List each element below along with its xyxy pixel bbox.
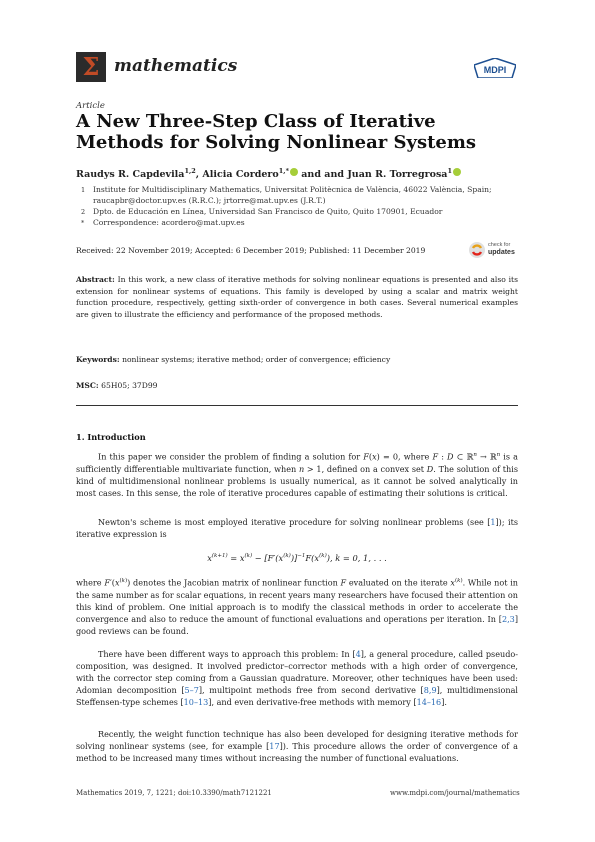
- section-divider: [76, 405, 518, 406]
- orcid-icon[interactable]: [290, 168, 298, 176]
- check-for-updates-badge[interactable]: [468, 239, 518, 261]
- msc-label: MSC:: [76, 381, 99, 390]
- affiliation-line: Dpto. de Educación en Línea, Universidad San Francisco de Quito, Quito 170901, Ecuador: [93, 207, 443, 216]
- orcid-icon[interactable]: [453, 168, 461, 176]
- journal-logo: Σ: [76, 52, 106, 82]
- affiliation-mark: 2: [81, 208, 86, 216]
- keywords-text: nonlinear systems; iterative method; order of convergence; efficiency: [122, 355, 391, 364]
- footer-citation: Mathematics 2019, 7, 1221; doi:10.3390/math7121221: [76, 789, 272, 797]
- journal-name: mathematics: [114, 56, 238, 76]
- author-affil-sup: 1,*: [278, 167, 289, 175]
- mdpi-logo-icon: [474, 58, 516, 78]
- affiliation-emails: raucapbr@doctor.upv.es (R.R.C.); jrtorre@mat.upv.es (J.R.T.): [93, 196, 326, 205]
- citation-link[interactable]: 14–16: [416, 697, 442, 708]
- citation-link[interactable]: 17: [269, 741, 280, 752]
- correspondence-mark: *: [81, 219, 85, 227]
- abstract-text: In this work, a new class of iterative methods for solving nonlinear equations is presented and also its extension for nonlinear systems of equations. This family is developed by using a scalar and matrix weight function procedure, respectively, getting sixth-order of convergence in both cases. Several numerical examples are given to illustrate the efficiency and performance of the proposed methods.: [76, 275, 518, 319]
- author-affil-sup: 1,2: [184, 167, 196, 175]
- body-paragraph: There have been different ways to approach this problem: In [4], a general procedure, called pseudo-composition, was designed. It involved predictor–corrector methods with a high order of convergence, with the corrector step coming from a Gaussian quadrature. Moreover, other techniques have been used: Adomian decomposition [5–7], multipoint methods free from second derivative [8,9], multidimensional Steffensen-type schemes [10–13], and even derivative-free methods with memory [14–16].: [76, 649, 519, 708]
- msc-codes: [76, 381, 158, 390]
- keywords: [76, 355, 390, 364]
- math-inline: F: [432, 451, 439, 462]
- section-heading: 1. Introduction: [76, 432, 146, 442]
- author-name[interactable]: Alicia Cordero: [202, 169, 279, 181]
- citation-link[interactable]: 8,9: [423, 685, 437, 696]
- footer-journal-url[interactable]: www.mdpi.com/journal/mathematics: [390, 789, 520, 797]
- citation-link[interactable]: 4: [355, 649, 361, 659]
- check-updates-line1: check for: [488, 242, 511, 248]
- author-affil-sup: 1: [447, 167, 452, 175]
- author-list: Raudys R. Capdevila$^{1,2}$, Alicia Cordero$^{1,*}$ and and Juan R. Torregrosa$^1$: [76, 167, 461, 180]
- citation-link[interactable]: 1: [490, 517, 496, 527]
- mdpi-logo[interactable]: [474, 58, 516, 82]
- correspondence-line: Correspondence: acordero@mat.upv.es: [93, 218, 245, 227]
- abstract-label: Abstract:: [76, 275, 115, 284]
- affiliation-line: Institute for Multidisciplinary Mathematics, Universitat Politècnica de València, 46022 València, Spain;: [93, 185, 492, 194]
- svg-text:MDPI: MDPI: [483, 65, 507, 75]
- math-inline: F: [363, 451, 369, 462]
- msc-text: 65H05; 37D99: [101, 381, 158, 390]
- publication-dates: Received: 22 November 2019; Accepted: 6 December 2019; Published: 11 December 2019: [76, 246, 426, 255]
- body-paragraph: where $F'(x^{(k)})$ denotes the Jacobian matrix of nonlinear function F evaluated on the iterate $x^{(k)}$. While not in the same number as for scalar equations, in recent years many researchers have focused their attention on this kind of problem. One initial approach is to modify the classical methods in order to accelerate the convergence and also to reduce the amount of functional evaluations and operations per iteration. In [2,3] good reviews can be found.: [76, 577, 518, 637]
- newton-equation: $x^{(k+1)} = x^{(k)} - [F'(x^{(k)})]^{-1}F(x^{(k)})$, k = 0, 1, . . .: [207, 553, 387, 563]
- abstract: [76, 274, 518, 320]
- article-type: Article: [76, 101, 105, 111]
- affiliation-mark: 1: [81, 186, 86, 194]
- author-name[interactable]: Juan R. Torregrosa: [347, 169, 448, 181]
- citation-link[interactable]: 10–13: [183, 697, 209, 708]
- author-name[interactable]: Raudys R. Capdevila: [76, 169, 185, 181]
- body-paragraph: Newton's scheme is most employed iterative procedure for solving nonlinear problems (see [1]); its iterative expression is: [76, 517, 518, 540]
- citation-link[interactable]: 2,3: [501, 613, 515, 624]
- citation-link[interactable]: 5–7: [184, 685, 199, 696]
- check-updates-line2: updates: [488, 249, 515, 256]
- keywords-label: Keywords:: [76, 355, 120, 364]
- body-paragraph: In this paper we consider the problem of finding a solution for F(x) = 0, where F : D ⊂ ℝ$^n$ → ℝ$^n$ is a sufficiently differentiable multivariate function, when n > 1, defined on a convex set D. The solution of this kind of multidimensional nonlinear problems is usually numerical, as it cannot be solved analytically in most cases. In this sense, the role of iterative procedures capable of estimating their solutions is critical.: [76, 451, 519, 498]
- body-paragraph: Recently, the weight function technique has also been developed for designing iterative methods for solving nonlinear systems (see, for example [17]). This procedure allows the order of convergence of a method to be increased many times without increasing the number of functional evaluations.: [76, 729, 518, 764]
- article-title: A New Three-Step Class of Iterative Methods for Solving Nonlinear Systems: [76, 111, 477, 153]
